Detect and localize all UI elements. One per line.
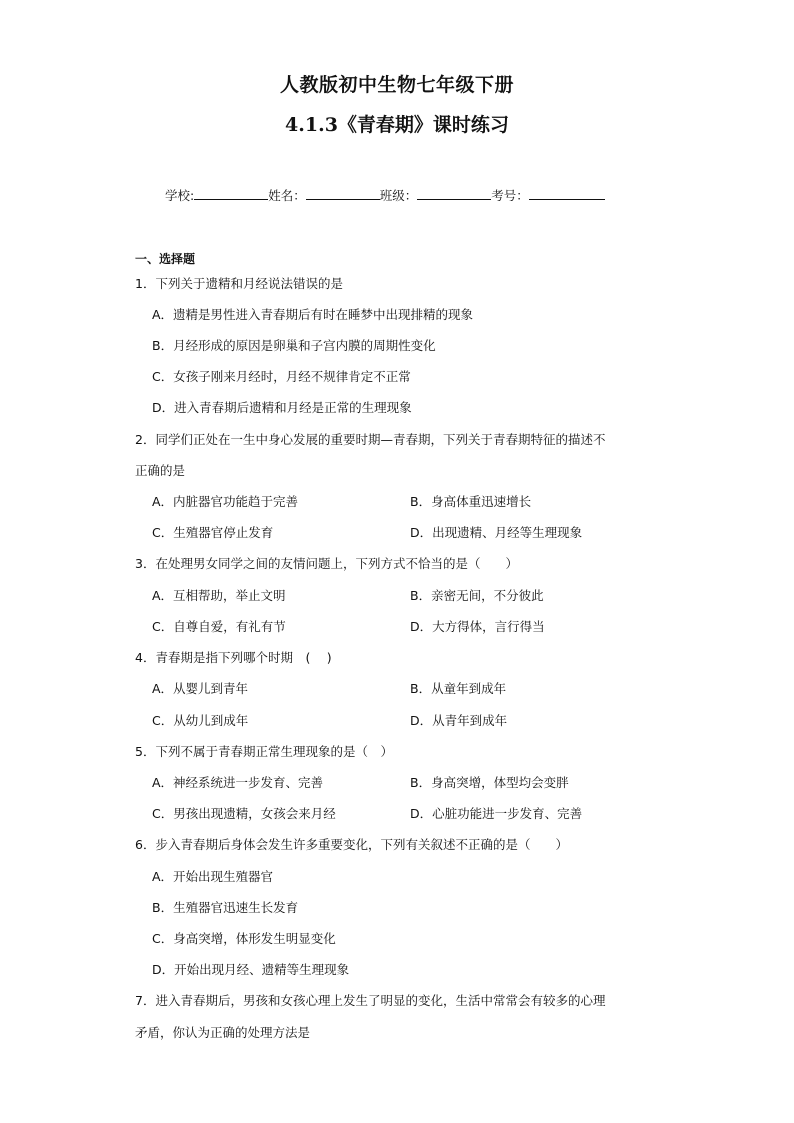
question-option: D．开始出现月经、遗精等生理现象 — [152, 962, 350, 977]
question-option: B．身高突增，体型均会变胖 — [410, 775, 569, 790]
class-label: 班级： — [379, 188, 418, 203]
question-option: B．亲密无间，不分彼此 — [410, 588, 544, 603]
question-option: D．大方得体，言行得当 — [410, 619, 545, 634]
question-option: A．从婴儿到青年 — [152, 681, 249, 696]
question-stem: 6．步入青春期后身体会发生许多重要变化，下列有关叙述不正确的是（ ） — [135, 837, 568, 852]
question-stem: 1．下列关于遗精和月经说法错误的是 — [135, 276, 343, 291]
question-option: C．男孩出现遗精，女孩会来月经 — [152, 806, 336, 821]
question-stem-continued: 正确的是 — [135, 463, 186, 478]
school-blank[interactable] — [194, 187, 268, 200]
question-stem: 2．同学们正处在一生中身心发展的重要时期—青春期，下列关于青春期特征的描述不 — [135, 432, 606, 447]
question-stem: 7．进入青春期后，男孩和女孩心理上发生了明显的变化，生活中常常会有较多的心理 — [135, 993, 606, 1008]
question-option: D．心脏功能进一步发育、完善 — [410, 806, 583, 821]
page-subtitle: 4.1.3《青春期》课时练习 — [285, 114, 509, 136]
question-option: C．从幼儿到成年 — [152, 713, 249, 728]
question-option: D．进入青春期后遗精和月经是正常的生理现象 — [152, 400, 412, 415]
question-option: B．身高体重迅速增长 — [410, 494, 532, 509]
name-blank[interactable] — [306, 187, 380, 200]
question-option: A．开始出现生殖器官 — [152, 869, 274, 884]
question-option: D．从青年到成年 — [410, 713, 508, 728]
number-blank[interactable] — [529, 187, 605, 200]
question-stem: 5．下列不属于青春期正常生理现象的是（ ） — [135, 744, 393, 759]
question-option: B．从童年到成年 — [410, 681, 507, 696]
question-stem: 4．青春期是指下列哪个时期 ( ) — [135, 650, 332, 665]
section-heading: 一、选择题 — [135, 252, 196, 266]
question-stem: 3．在处理男女同学之间的友情问题上，下列方式不恰当的是（ ） — [135, 556, 518, 571]
question-stem-continued: 矛盾，你认为正确的处理方法是 — [135, 1025, 311, 1040]
question-option: B．生殖器官迅速生长发育 — [152, 900, 299, 915]
question-option: A．遗精是男性进入青春期后有时在睡梦中出现排精的现象 — [152, 307, 474, 322]
question-option: C．身高突增，体形发生明显变化 — [152, 931, 336, 946]
school-label: 学校: — [165, 188, 195, 203]
question-option: C．女孩子刚来月经时，月经不规律肯定不正常 — [152, 369, 411, 384]
page-title: 人教版初中生物七年级下册 — [279, 74, 514, 96]
number-label: 考号： — [491, 188, 529, 203]
name-label: 姓名： — [268, 188, 306, 203]
class-blank[interactable] — [417, 187, 491, 200]
question-option: D．出现遗精、月经等生理现象 — [410, 525, 583, 540]
question-option: A．内脏器官功能趋于完善 — [152, 494, 299, 509]
question-option: B．月经形成的原因是卵巢和子宫内膜的周期性变化 — [152, 338, 436, 353]
question-option: C．自尊自爱，有礼有节 — [152, 619, 286, 634]
question-option: A．神经系统进一步发育、完善 — [152, 775, 324, 790]
question-option: A．互相帮助，举止文明 — [152, 588, 286, 603]
question-option: C．生殖器官停止发育 — [152, 525, 274, 540]
student-info-row — [165, 186, 605, 204]
